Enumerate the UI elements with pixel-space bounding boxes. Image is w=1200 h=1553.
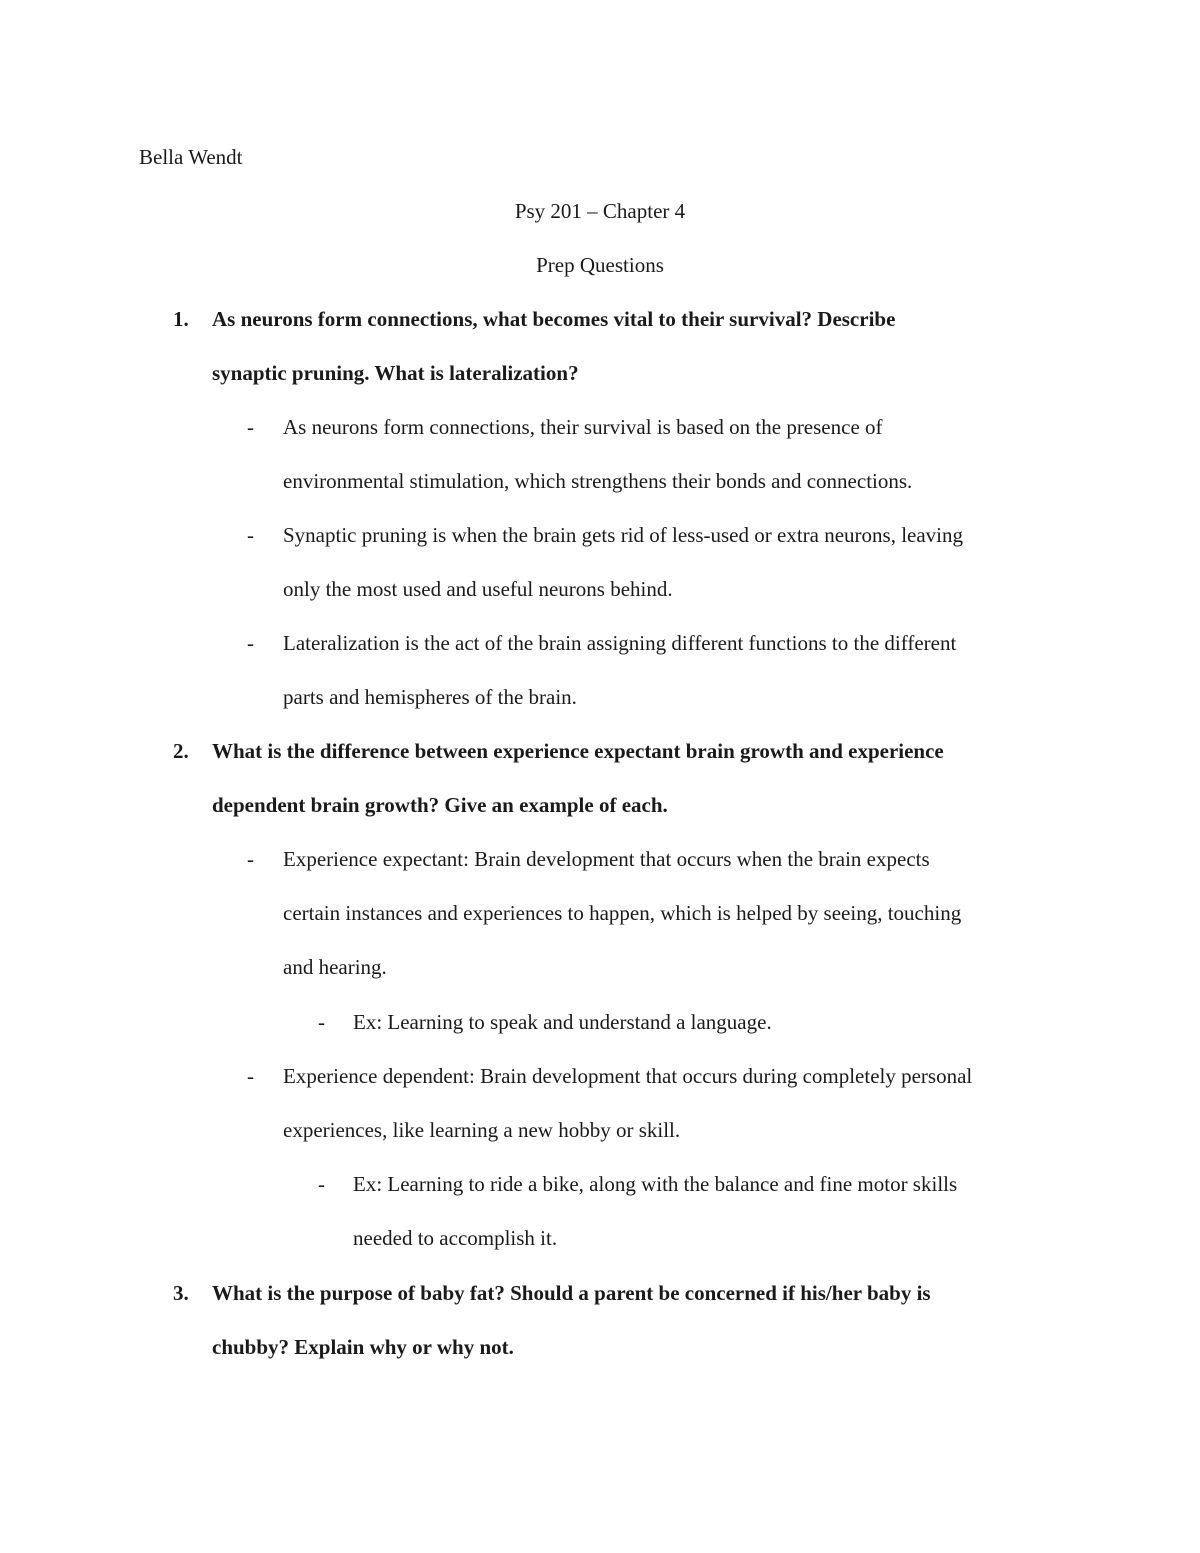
sub-answer-bullet: - xyxy=(318,1172,325,1196)
answer-text: and hearing. xyxy=(283,955,387,979)
example-text: needed to accomplish it. xyxy=(353,1226,558,1250)
answer-text: certain instances and experiences to happen, which is helped by seeing, touching xyxy=(283,901,962,925)
question-number: 1. xyxy=(173,307,189,331)
course-title: Psy 201 – Chapter 4 xyxy=(514,199,686,223)
answer-text: Lateralization is the act of the brain assigning different functions to the different xyxy=(283,631,957,655)
answer-bullet: - xyxy=(247,523,254,547)
answer-bullet: - xyxy=(247,415,254,439)
question-text: dependent brain growth? Give an example of each. xyxy=(212,793,668,817)
document-subtitle: Prep Questions xyxy=(536,253,664,277)
answer-text: only the most used and useful neurons behind. xyxy=(283,577,673,601)
answer-bullet: - xyxy=(247,1064,254,1088)
example-text: Ex: Learning to speak and understand a language. xyxy=(353,1010,772,1034)
answer-text: Synaptic pruning is when the brain gets rid of less-used or extra neurons, leaving xyxy=(283,523,964,547)
question-text: What is the difference between experience expectant brain growth and experience xyxy=(212,739,944,763)
question-text: What is the purpose of baby fat? Should a parent be concerned if his/her baby is xyxy=(212,1281,931,1305)
question-number: 3. xyxy=(173,1281,189,1305)
answer-bullet: - xyxy=(247,847,254,871)
question-number: 2. xyxy=(173,739,189,763)
author-name: Bella Wendt xyxy=(139,145,243,169)
answer-text: Experience expectant: Brain development that occurs when the brain expects xyxy=(283,847,930,871)
answer-text: parts and hemispheres of the brain. xyxy=(283,685,577,709)
answer-text: environmental stimulation, which strengthens their bonds and connections. xyxy=(283,469,913,493)
example-text: Ex: Learning to ride a bike, along with the balance and fine motor skills xyxy=(353,1172,958,1196)
question-text: As neurons form connections, what becomes vital to their survival? Describe xyxy=(212,307,896,331)
sub-answer-bullet: - xyxy=(318,1010,325,1034)
answer-text: Experience dependent: Brain development that occurs during completely personal xyxy=(283,1064,973,1088)
answer-bullet: - xyxy=(247,631,254,655)
answer-text: As neurons form connections, their survival is based on the presence of xyxy=(283,415,883,439)
question-text: chubby? Explain why or why not. xyxy=(212,1335,514,1359)
question-text: synaptic pruning. What is lateralization? xyxy=(212,361,579,385)
answer-text: experiences, like learning a new hobby or skill. xyxy=(283,1118,681,1142)
